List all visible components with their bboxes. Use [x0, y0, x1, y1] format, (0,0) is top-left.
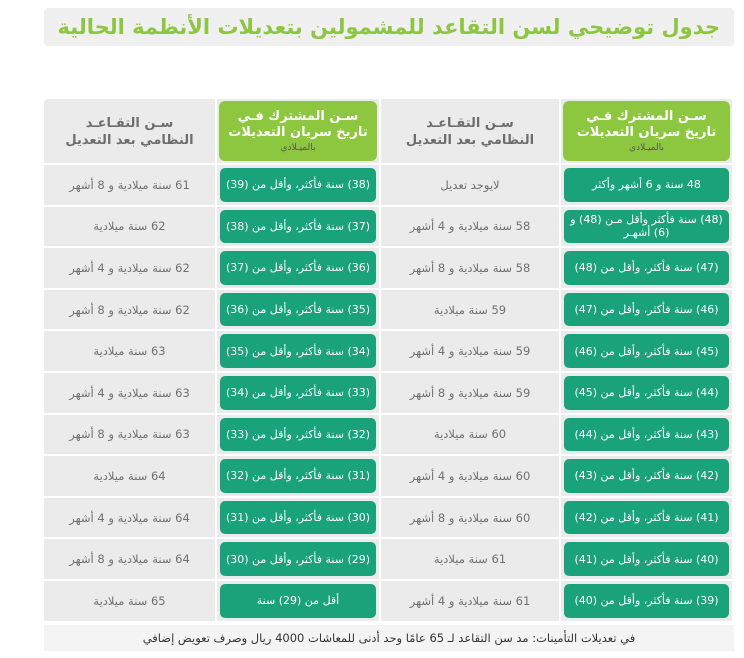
- age-range-pill: (42) سنة فأكثر، وأقل من (43): [564, 459, 729, 493]
- title-bar: [44, 8, 734, 46]
- right-retirement-cell: [381, 331, 561, 373]
- age-range-pill: (35) سنة فأكثر، وأقل من (36): [220, 293, 376, 327]
- retirement-age-text: 60 سنة ميلادية: [433, 427, 507, 442]
- right-participant-cell: [561, 498, 734, 540]
- retirement-age-text: 64 سنة ميلادية: [93, 468, 166, 483]
- right-participant-cell: [561, 539, 734, 581]
- age-range-pill: (39) سنة فأكثر، وأقل من (40): [564, 584, 729, 618]
- right-retirement-cell: [381, 165, 561, 207]
- right-retirement-cell: [381, 498, 561, 540]
- right-participant-cell: [561, 165, 734, 207]
- footer-caption: [44, 625, 734, 651]
- age-range-pill: (34) سنة فأكثر، وأقل من (35): [220, 334, 376, 368]
- left-retirement-cell: [44, 415, 217, 457]
- age-range-pill: (45) سنة فأكثر، وأقل من (46): [564, 334, 729, 368]
- age-range-pill: (36) سنة فأكثر، وأقل من (37): [220, 251, 376, 285]
- retirement-age-text: 60 سنة ميلادية و 4 أشهر: [409, 468, 531, 483]
- left-participant-cell: [217, 165, 381, 207]
- left-retirement-cell: [44, 207, 217, 249]
- age-range-pill: (43) سنة فأكثر، وأقل من (44): [564, 418, 729, 452]
- header-text-line2: تاريخ سريان التعديلات: [228, 125, 368, 140]
- left-retirement-cell: [44, 248, 217, 290]
- age-range-pill: (48) سنة فأكثر وأقل مـن (48) و (6) أشهـر: [564, 210, 729, 244]
- right-participant-cell: [561, 581, 734, 623]
- retirement-age-text: 59 سنة ميلادية و 4 أشهر: [409, 344, 531, 359]
- header-subtext: بالميـلادي: [280, 143, 316, 153]
- right-participant-cell: [561, 456, 734, 498]
- retirement-age-text: 62 سنة ميلادية و 8 أشهر: [69, 302, 190, 317]
- right-retirement-cell: [381, 207, 561, 249]
- retirement-age-text: 61 سنة ميلادية و 8 أشهر: [69, 177, 190, 192]
- retirement-age-text: 62 سنة ميلادية: [93, 219, 166, 234]
- footer-text: في تعديلات التأمينات: مد سن التقاعد لـ 65 عامًا وحد أدنى للمعاشات 4000 ريال وصرف تعويض إضافي: [142, 631, 636, 645]
- left-participant-cell: [217, 290, 381, 332]
- right-retirement-cell: [381, 456, 561, 498]
- age-range-pill: 48 سنة و 6 أشهر وأكثر: [564, 168, 729, 202]
- retirement-age-text: 60 سنة ميلادية و 8 أشهر: [409, 510, 531, 525]
- retirement-age-text: 62 سنة ميلادية و 4 أشهر: [69, 260, 190, 275]
- left-retirement-cell: [44, 498, 217, 540]
- header-right-participant: [561, 99, 734, 165]
- left-retirement-cell: [44, 331, 217, 373]
- header-text-line2: النظامي بعد التعديل: [65, 133, 194, 148]
- left-participant-cell: [217, 539, 381, 581]
- header-text-line2: النظامي بعد التعديل: [405, 133, 535, 148]
- age-range-pill: (44) سنة فأكثر، وأقل من (45): [564, 376, 729, 410]
- header-subtext: بالميـلادي: [629, 143, 664, 153]
- left-retirement-cell: [44, 290, 217, 332]
- header-pill: [563, 101, 730, 161]
- header-text-line1: سـن المشترك فـي: [237, 109, 359, 124]
- retirement-age-table: [44, 99, 734, 623]
- retirement-age-text: 65 سنة ميلادية: [93, 593, 166, 608]
- right-participant-cell: [561, 290, 734, 332]
- left-participant-cell: [217, 331, 381, 373]
- retirement-age-text: 63 سنة ميلادية و 8 أشهر: [69, 427, 190, 442]
- left-retirement-cell: [44, 581, 217, 623]
- age-range-pill: (46) سنة فأكثر، وأقل من (47): [564, 293, 729, 327]
- retirement-age-text: 58 سنة ميلادية و 4 أشهر: [409, 219, 531, 234]
- left-participant-cell: [217, 373, 381, 415]
- left-participant-cell: [217, 498, 381, 540]
- retirement-age-text: 61 سنة ميلادية و 4 أشهر: [409, 593, 531, 608]
- retirement-age-text: 59 سنة ميلادية: [433, 302, 507, 317]
- right-retirement-cell: [381, 248, 561, 290]
- age-range-pill: (33) سنة فأكثر، وأقل من (34): [220, 376, 376, 410]
- right-retirement-cell: [381, 290, 561, 332]
- left-participant-cell: [217, 456, 381, 498]
- header-text-line2: تاريخ سريان التعديلات: [576, 125, 717, 140]
- age-range-pill: (40) سنة فأكثر، وأقل من (41): [564, 542, 729, 576]
- age-range-pill: (32) سنة فأكثر، وأقل من (33): [220, 418, 376, 452]
- age-range-pill: (30) سنة فأكثر، وأقل من (31): [220, 501, 376, 535]
- right-participant-cell: [561, 373, 734, 415]
- right-participant-cell: [561, 207, 734, 249]
- left-participant-cell: [217, 581, 381, 623]
- age-range-pill: (47) سنة فأكثر، وأقل من (48): [564, 251, 729, 285]
- age-range-pill: (41) سنة فأكثر، وأقل من (42): [564, 501, 729, 535]
- age-range-pill: (31) سنة فأكثر، وأقل من (32): [220, 459, 376, 493]
- left-retirement-cell: [44, 456, 217, 498]
- age-range-pill: (38) سنة فأكثر، وأقل من (39): [220, 168, 376, 202]
- header-pill: [219, 101, 377, 161]
- right-participant-cell: [561, 331, 734, 373]
- age-range-pill: (29) سنة فأكثر، وأقل من (30): [220, 542, 376, 576]
- age-range-pill: (37) سنة فأكثر، وأقل من (38): [220, 210, 376, 244]
- header-left-participant: [217, 99, 381, 165]
- header-text-line1: سـن التقـاعـد: [426, 116, 514, 131]
- right-retirement-cell: [381, 373, 561, 415]
- left-retirement-cell: [44, 373, 217, 415]
- age-range-pill: أقل من (29) سنة: [220, 584, 376, 618]
- left-retirement-cell: [44, 539, 217, 581]
- header-text-line1: سـن التقـاعـد: [85, 116, 174, 131]
- left-participant-cell: [217, 207, 381, 249]
- retirement-age-text: 63 سنة ميلادية: [93, 344, 166, 359]
- retirement-age-text: لايوجد تعديل: [440, 177, 500, 192]
- retirement-age-text: 64 سنة ميلادية و 8 أشهر: [69, 552, 190, 567]
- retirement-age-text: 63 سنة ميلادية و 4 أشهر: [69, 385, 190, 400]
- retirement-age-text: 64 سنة ميلادية و 4 أشهر: [69, 510, 190, 525]
- left-participant-cell: [217, 248, 381, 290]
- retirement-age-text: 58 سنة ميلادية و 8 أشهر: [409, 260, 531, 275]
- page-title: جدول توضيحي لسن التقاعد للمشمولين بتعديلات الأنظمة الحالية: [57, 15, 720, 39]
- right-participant-cell: [561, 248, 734, 290]
- right-participant-cell: [561, 415, 734, 457]
- retirement-age-text: 59 سنة ميلادية و 8 أشهر: [409, 385, 531, 400]
- header-left-retirement: [44, 99, 217, 165]
- left-participant-cell: [217, 415, 381, 457]
- right-retirement-cell: [381, 539, 561, 581]
- retirement-age-text: 61 سنة ميلادية: [433, 552, 507, 567]
- left-retirement-cell: [44, 165, 217, 207]
- header-text-line1: سـن المشترك فـي: [586, 109, 707, 124]
- right-retirement-cell: [381, 581, 561, 623]
- header-right-retirement: [381, 99, 561, 165]
- right-retirement-cell: [381, 415, 561, 457]
